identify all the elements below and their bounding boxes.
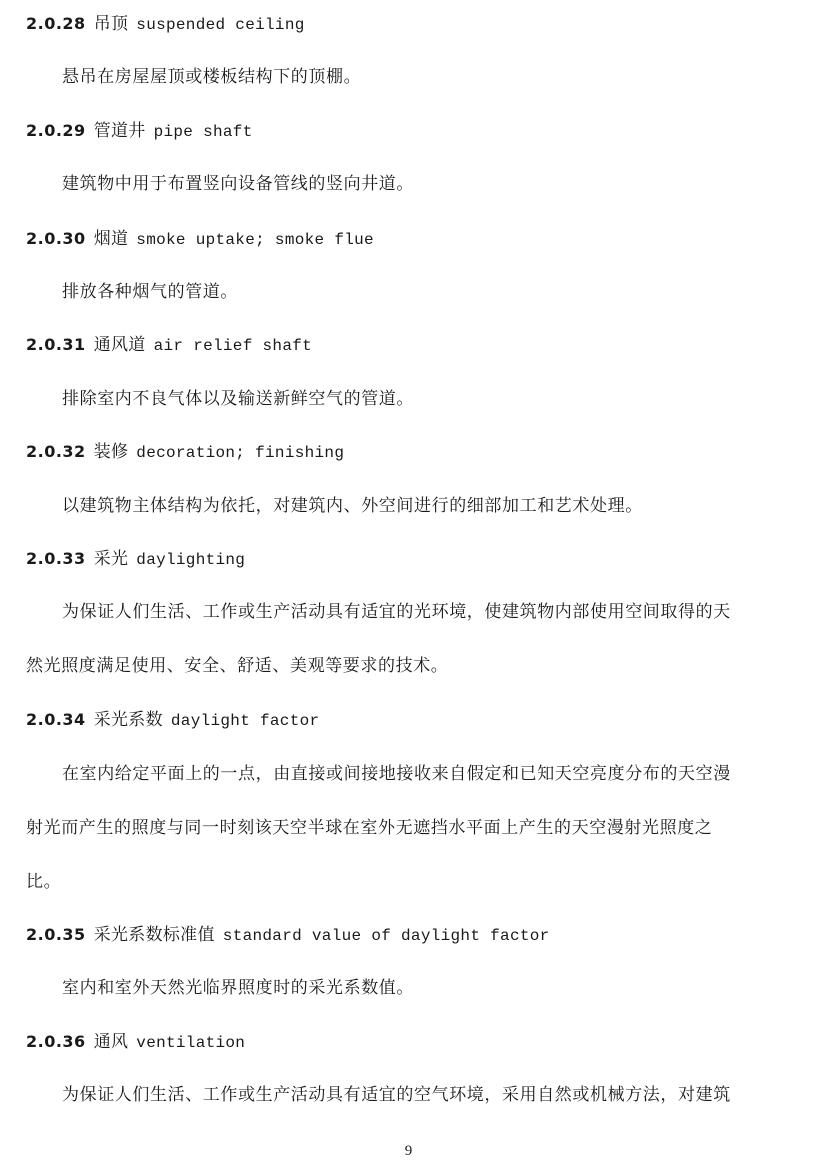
term-heading (26, 13, 305, 36)
term-number: 2.0.34 (26, 710, 86, 729)
term-heading (26, 228, 374, 251)
term-chinese: 采光系数标准值 (93, 925, 215, 945)
term-english: daylight factor (170, 712, 320, 730)
term-heading (26, 1031, 245, 1054)
term-english: pipe shaft (153, 123, 253, 141)
term-english: smoke uptake; smoke flue (136, 231, 374, 249)
term-heading (26, 924, 550, 947)
term-definition: 为保证人们生活、工作或生产活动具有适宜的光环境，使建筑物内部使用空间取得的天 (62, 602, 731, 622)
term-definition: 在室内给定平面上的一点，由直接或间接地接收来自假定和已知天空亮度分布的天空漫 (62, 764, 731, 784)
term-heading (26, 709, 319, 732)
term-chinese: 通风道 (93, 335, 146, 355)
term-number: 2.0.30 (26, 229, 86, 248)
term-definition: 以建筑物主体结构为依托，对建筑内、外空间进行的细部加工和艺术处理。 (62, 496, 643, 516)
term-definition: 建筑物中用于布置竖向设备管线的竖向井道。 (62, 174, 414, 194)
term-english: air relief shaft (153, 337, 313, 355)
term-definition: 排放各种烟气的管道。 (62, 282, 238, 302)
term-definition: 悬吊在房屋屋顶或楼板结构下的顶棚。 (62, 67, 362, 87)
term-english: suspended ceiling (136, 16, 305, 34)
term-heading (26, 441, 344, 464)
term-definition: 室内和室外天然光临界照度时的采光系数值。 (62, 978, 414, 998)
term-chinese: 采光 (93, 549, 129, 569)
term-chinese: 装修 (93, 442, 129, 462)
term-chinese: 吊顶 (93, 14, 129, 34)
term-heading (26, 334, 312, 357)
term-chinese: 管道井 (93, 121, 146, 141)
term-number: 2.0.31 (26, 335, 86, 354)
term-number: 2.0.35 (26, 925, 86, 944)
term-chinese: 通风 (93, 1032, 129, 1052)
term-number: 2.0.29 (26, 121, 86, 140)
term-definition-continued: 射光而产生的照度与同一时刻该天空半球在室外无遮挡水平面上产生的天空漫射光照度之 (26, 818, 713, 838)
term-definition: 排除室内不良气体以及输送新鲜空气的管道。 (62, 389, 414, 409)
term-definition: 为保证人们生活、工作或生产活动具有适宜的空气环境，采用自然或机械方法，对建筑 (62, 1085, 731, 1105)
term-english: ventilation (136, 1034, 246, 1052)
term-chinese: 烟道 (93, 229, 129, 249)
term-number: 2.0.36 (26, 1032, 86, 1051)
term-definition-continued: 比。 (26, 872, 62, 892)
page-number: 9 (404, 1143, 413, 1159)
term-definition-continued: 然光照度满足使用、安全、舒适、美观等要求的技术。 (26, 656, 449, 676)
term-number: 2.0.28 (26, 14, 86, 33)
term-number: 2.0.33 (26, 549, 86, 568)
term-heading (26, 120, 253, 143)
term-chinese: 采光系数 (93, 710, 163, 730)
term-number: 2.0.32 (26, 442, 86, 461)
term-english: decoration; finishing (136, 444, 345, 462)
term-english: daylighting (136, 551, 246, 569)
term-heading (26, 548, 245, 571)
term-english: standard value of daylight factor (222, 927, 550, 945)
